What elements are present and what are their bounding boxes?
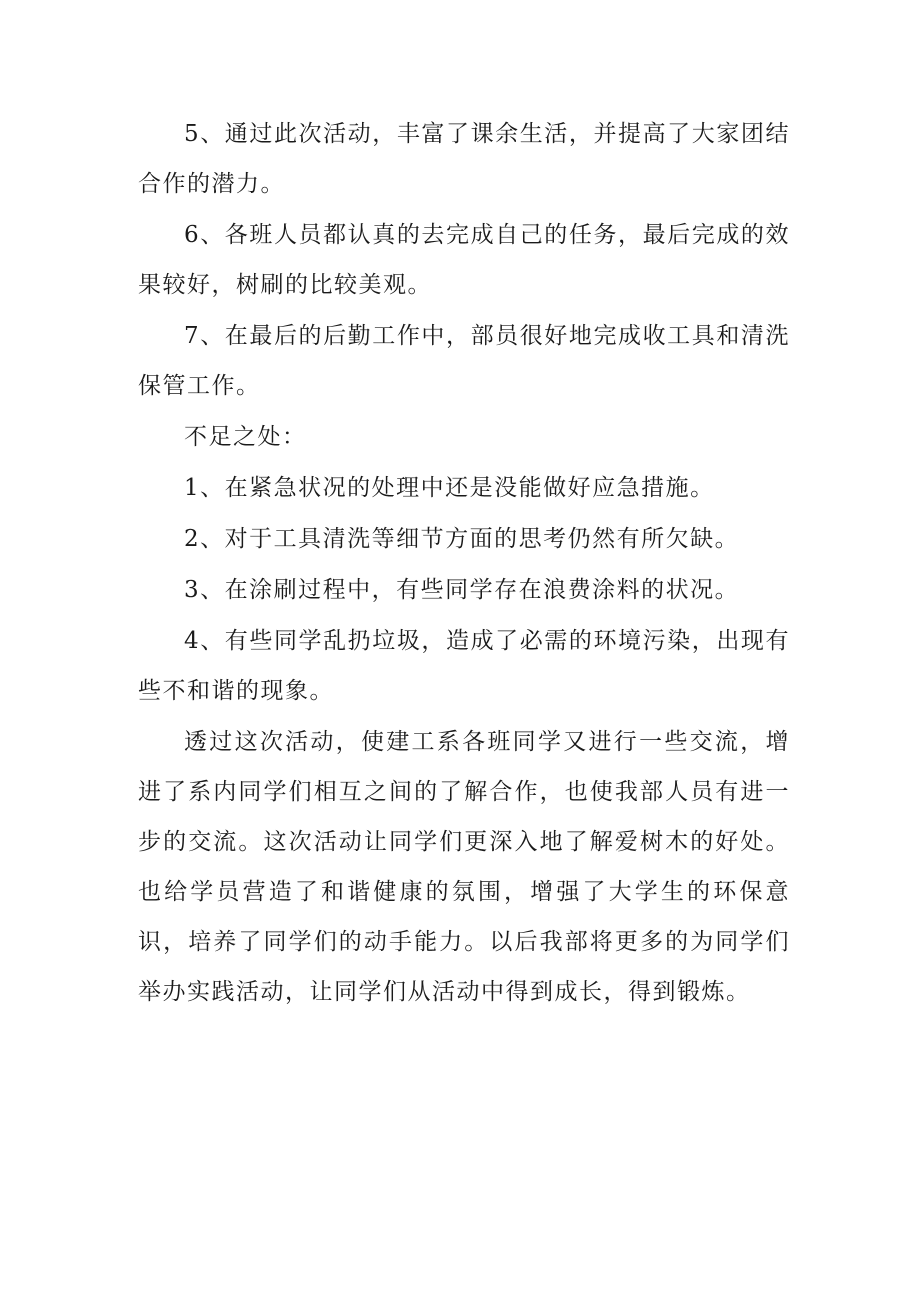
paragraph-item-6: 6、各班人员都认真的去完成自己的任务，最后完成的效果较好，树刷的比较美观。 (138, 222, 790, 298)
section-heading-shortcomings: 不足之处： (184, 424, 307, 450)
conclusion-paragraph: 透过这次活动，使建工系各班同学又进行一些交流，增进了系内同学们相互之间的了解合作，也使我部人员有进一步的交流。这次活动让同学们更深入地了解爱树木的好处。也给学员营造了和谐健康的氛围，增强了大学生的环保意识，培养了同学们的动手能力。以后我部将更多的为同学们举办实践活动，让同学们从活动中得到成长，得到锻炼。 (138, 729, 790, 1005)
paragraph-item-7: 7、在最后的后勤工作中，部员很好地完成收工具和清洗保管工作。 (138, 323, 790, 399)
document-body (138, 109, 790, 1018)
shortcoming-item-3: 3、在涂刷过程中，有些同学存在浪费涂料的状况。 (184, 577, 740, 603)
shortcoming-item-1: 1、在紧急状况的处理中还是没能做好应急措施。 (184, 475, 715, 501)
shortcoming-item-2: 2、对于工具清洗等细节方面的思考仍然有所欠缺。 (184, 526, 740, 552)
shortcoming-item-4: 4、有些同学乱扔垃圾，造成了必需的环境污染，出现有些不和谐的现象。 (138, 628, 790, 704)
paragraph-item-5: 5、通过此次活动，丰富了课余生活，并提高了大家团结合作的潜力。 (138, 121, 790, 197)
